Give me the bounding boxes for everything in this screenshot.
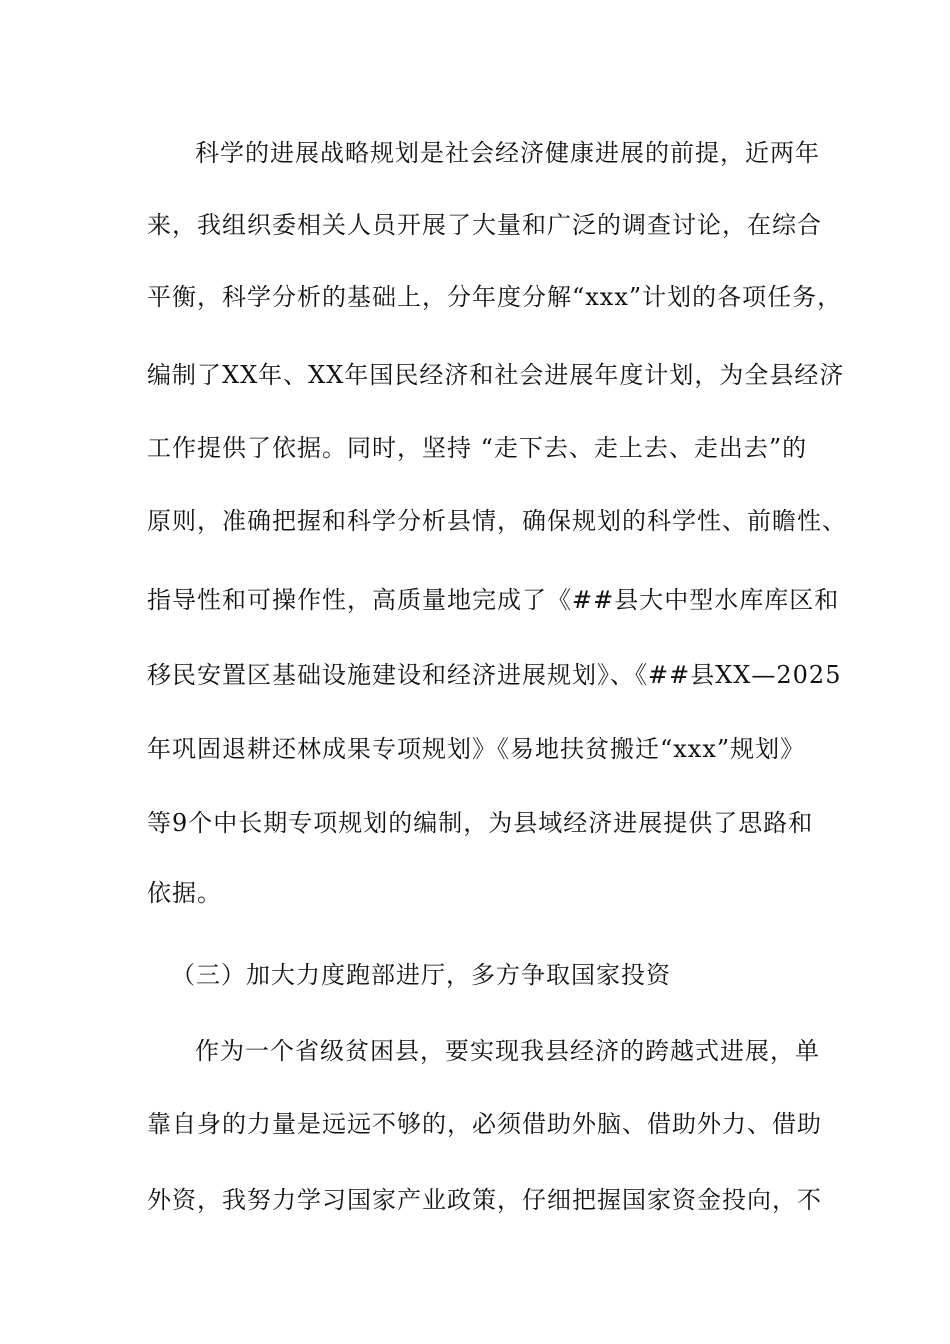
paragraph-line: 工作提供了依据。同时，坚持 “走下去、走上去、走出去”的 <box>147 434 808 462</box>
paragraph-line: 靠自身的力量是远远不够的，必须借助外脑、借助外力、借助 <box>147 1110 822 1138</box>
paragraph-line: 平衡，科学分析的基础上，分年度分解“xxx”计划的各项任务， <box>147 283 843 311</box>
paragraph-line: 作为一个省级贫困县，要实现我县经济的跨越式进展，单 <box>195 1037 820 1065</box>
paragraph-line: 科学的进展战略规划是社会经济健康进展的前提，近两年 <box>195 139 820 167</box>
paragraph-line: 等9个中长期专项规划的编制，为县域经济进展提供了思路和 <box>147 809 814 837</box>
section-heading: （三）加大力度跑部进厅，多方争取国家投资 <box>171 961 671 989</box>
paragraph-line: 编制了XX年、XX年国民经济和社会进展年度计划，为全县经济 <box>147 361 845 389</box>
paragraph-line: 来，我组织委相关人员开展了大量和广泛的调查讨论，在综合 <box>147 211 822 239</box>
paragraph-line: 年巩固退耕还林成果专项规划》《易地扶贫搬迁“xxx”规划》 <box>147 735 806 763</box>
paragraph-line: 外资，我努力学习国家产业政策，仔细把握国家资金投向，不 <box>147 1186 822 1214</box>
paragraph-line: 指导性和可操作性，高质量地完成了《##县大中型水库库区和 <box>147 586 840 614</box>
paragraph-line: 依据。 <box>147 879 222 907</box>
paragraph-line: 移民安置区基础设施建设和经济进展规划》、《##县XX—2025 <box>147 661 842 689</box>
paragraph-line: 原则，准确把握和科学分析县情，确保规划的科学性、前瞻性、 <box>147 507 847 535</box>
